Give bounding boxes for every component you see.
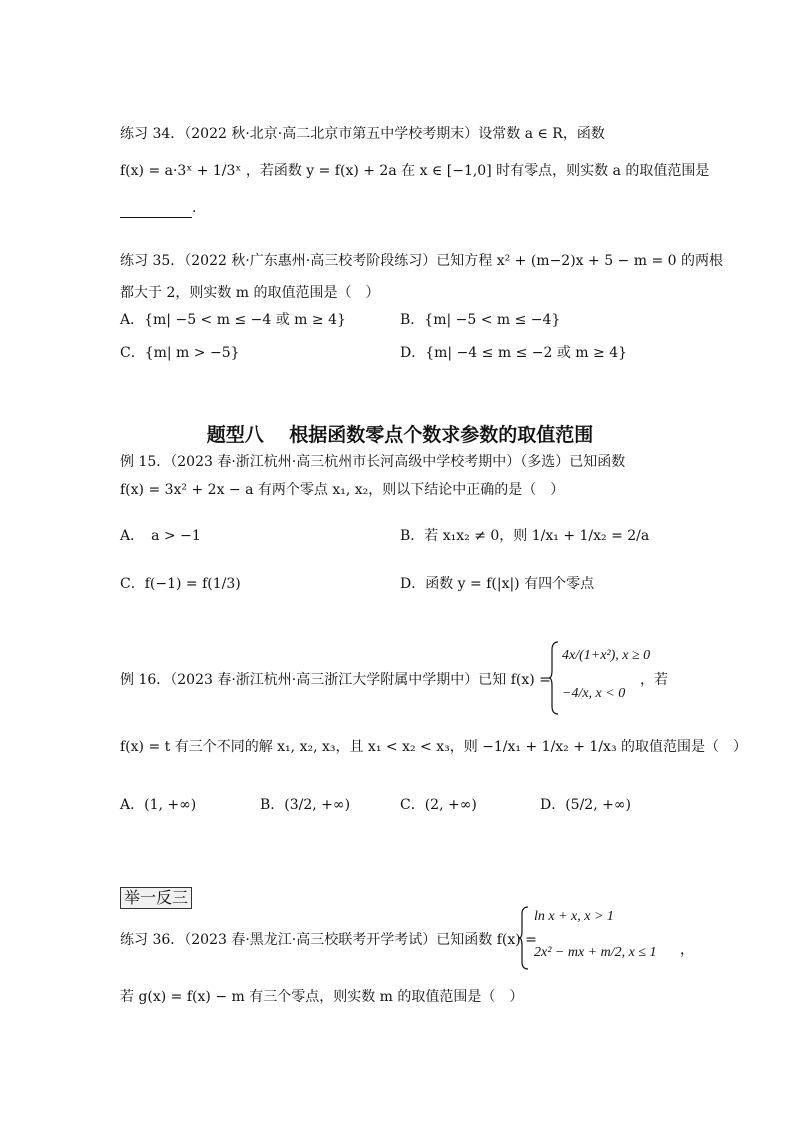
ex16-option-a: A．(1, +∞) [120, 797, 197, 813]
ex16-line1-post: ，若 [640, 672, 668, 688]
ex16-option-c: C．(2, +∞) [400, 797, 477, 813]
ex16-line1-pre: 例 16．（2023 春·浙江杭州·高三浙江大学附属中学期中）已知 f(x) = [120, 672, 551, 688]
answer-blank [120, 203, 192, 218]
ex36-piece-1: ln x + x, x > 1 [534, 909, 614, 924]
ex35-option-c: C．{m| m > −5} [120, 345, 240, 361]
ex34-line2: f(x) = a·3ˣ + 1/3ˣ ，若函数 y = f(x) + 2a 在 x ∈ [−1,0] 时有零点，则实数 a 的取值范围是 [120, 163, 710, 179]
ex16-piece-1: 4x/(1+x²), x ≥ 0 [562, 648, 651, 663]
ex36-line1-post: ， [680, 942, 694, 958]
ex34-line3 [120, 198, 196, 218]
ex16-piece-2: −4/x, x < 0 [562, 686, 626, 701]
ex15-line1: 例 15．（2023 春·浙江杭州·高三杭州市长河高级中学校考期中）（多选）已知函数 [120, 454, 626, 470]
ex15-option-d: D．函数 y = f(|x|) 有四个零点 [400, 576, 595, 592]
ex16-line2: f(x) = t 有三个不同的解 x₁, x₂, x₃，且 x₁ < x₂ < x₃，则 −1/x₁ + 1/x₂ + 1/x₃ 的取值范围是（ ） [120, 739, 748, 755]
left-brace-icon [518, 905, 530, 971]
ex35-line1: 练习 35．（2022 秋·广东惠州·高三校考阶段练习）已知方程 x² + (m−2)x + 5 − m = 0 的两根 [120, 253, 723, 269]
ex15-option-c: C．f(−1) = f(1/3) [120, 576, 241, 592]
ex34-line1: 练习 34．（2022 秋·北京·高二北京市第五中学校考期末）设常数 a ∈ R，函数 [120, 126, 605, 142]
ex15-option-a: A． a > −1 [120, 528, 201, 544]
ex35-line2: 都大于 2，则实数 m 的取值范围是（ ） [120, 285, 380, 301]
ex36-line2: 若 g(x) = f(x) − m 有三个零点，则实数 m 的取值范围是（ ） [120, 989, 524, 1005]
ex35-option-a: A．{m| −5 < m ≤ −4 或 m ≥ 4} [120, 312, 346, 328]
ex36-piece-2: 2x² − mx + m/2, x ≤ 1 [534, 945, 657, 960]
left-brace-icon [548, 640, 560, 716]
ex34-line3-end: . [192, 200, 197, 216]
ex16-option-d: D．(5/2, +∞) [540, 797, 631, 813]
ex16-option-b: B．(3/2, +∞) [260, 797, 351, 813]
section-title: 题型八 根据函数零点个数求参数的取值范围 [206, 424, 594, 446]
ex15-line2: f(x) = 3x² + 2x − a 有两个零点 x₁, x₂，则以下结论中正确的是（ ） [120, 482, 565, 498]
ex35-option-d: D．{m| −4 ≤ m ≤ −2 或 m ≥ 4} [400, 345, 628, 361]
ex35-option-b: B．{m| −5 < m ≤ −4} [400, 312, 561, 328]
ex15-option-b: B．若 x₁x₂ ≠ 0，则 1/x₁ + 1/x₂ = 2/a [400, 528, 650, 544]
ex36-line1-pre: 练习 36．（2023 春·黑龙江·高三校联考开学考试）已知函数 f(x) = [120, 932, 537, 948]
practice-box-label: 举一反三 [120, 887, 192, 909]
